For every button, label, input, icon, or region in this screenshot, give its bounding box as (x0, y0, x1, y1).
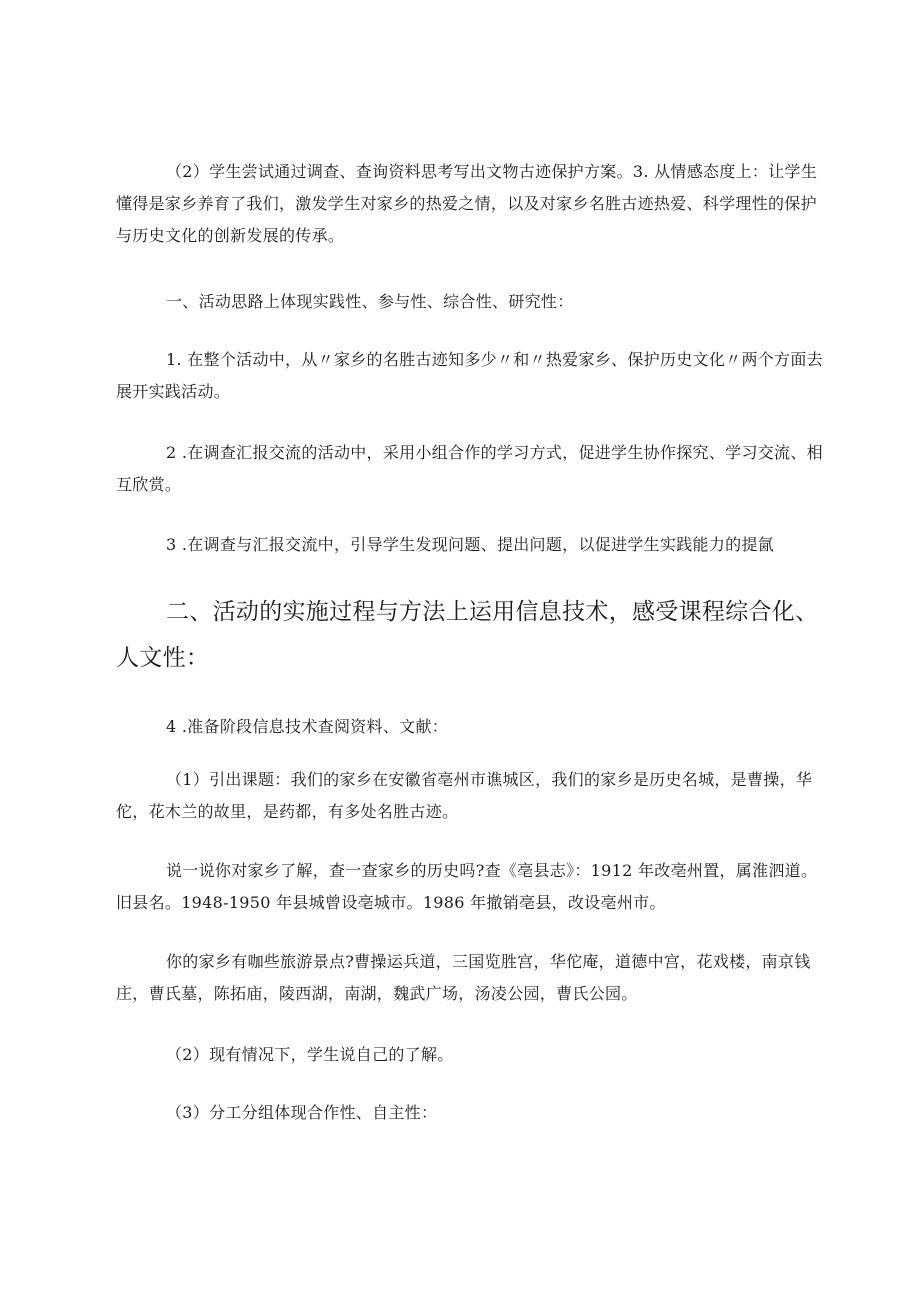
paragraph-point-3: 3 .在调查与汇报交流中，引导学生发现问题、提出问题，以促进学生实践能力的提氤 (166, 535, 775, 554)
paragraph-objective-continuation: （2）学生尝试通过调查、查询资料思考写出文物古迹保护方案。3. 从情感态度上：让学生懂得是家乡养育了我们，激发学生对家乡的热爱之情，以及对家乡名胜古迹热爱、科学理性的保护与历史文化的创新发展的传承。 (116, 162, 818, 245)
paragraph-point-4: 4 .准备阶段信息技术查阅资料、文献： (166, 717, 449, 736)
paragraph-grouping: （3）分工分组体现合作性、自主性： (166, 1103, 438, 1122)
paragraph-history: 说一说你对家乡了解，查一查家乡的历史吗?查《亳县志》：1912 年改亳州置，属淮泗道。旧县名。1948-1950 年县城曾设亳城市。1986 年撤销亳县，改设亳州市。 (116, 861, 818, 912)
paragraph-section-one-title: 一、活动思路上体现实践性、参与性、综合性、研究性： (166, 292, 574, 311)
paragraph-student-share: （2）现有情况下，学生说自己的了解。 (166, 1045, 454, 1064)
paragraph-point-1: 1. 在整个活动中，从〃家乡的名胜古迹知多少〃和〃热爱家乡、保护历史文化〃两个方面去展开实践活动。 (116, 350, 823, 401)
paragraph-point-2: 2 .在调查汇报交流的活动中，采用小组合作的学习方式，促进学生协作探究、学习交流、相互欣赏。 (116, 443, 823, 494)
section-two-heading: 二、活动的实施过程与方法上运用信息技术，感受课程综合化、人文性： (116, 599, 819, 671)
paragraph-attractions: 你的家乡有咖些旅游景点?曹操运兵道，三国览胜宫，华佗庵，道德中宫，花戏楼，南京钱庄，曹氏墓，陈拓庙，陵西湖，南湖，魏武广场，汤凌公园，曹氏公园。 (116, 952, 811, 1003)
paragraph-intro-topic: （1）引出课题：我们的家乡在安徽省亳州市谯城区，我们的家乡是历史名城，是曹操，华佗，花木兰的故里，是药都，有多处名胜古迹。 (116, 770, 813, 821)
